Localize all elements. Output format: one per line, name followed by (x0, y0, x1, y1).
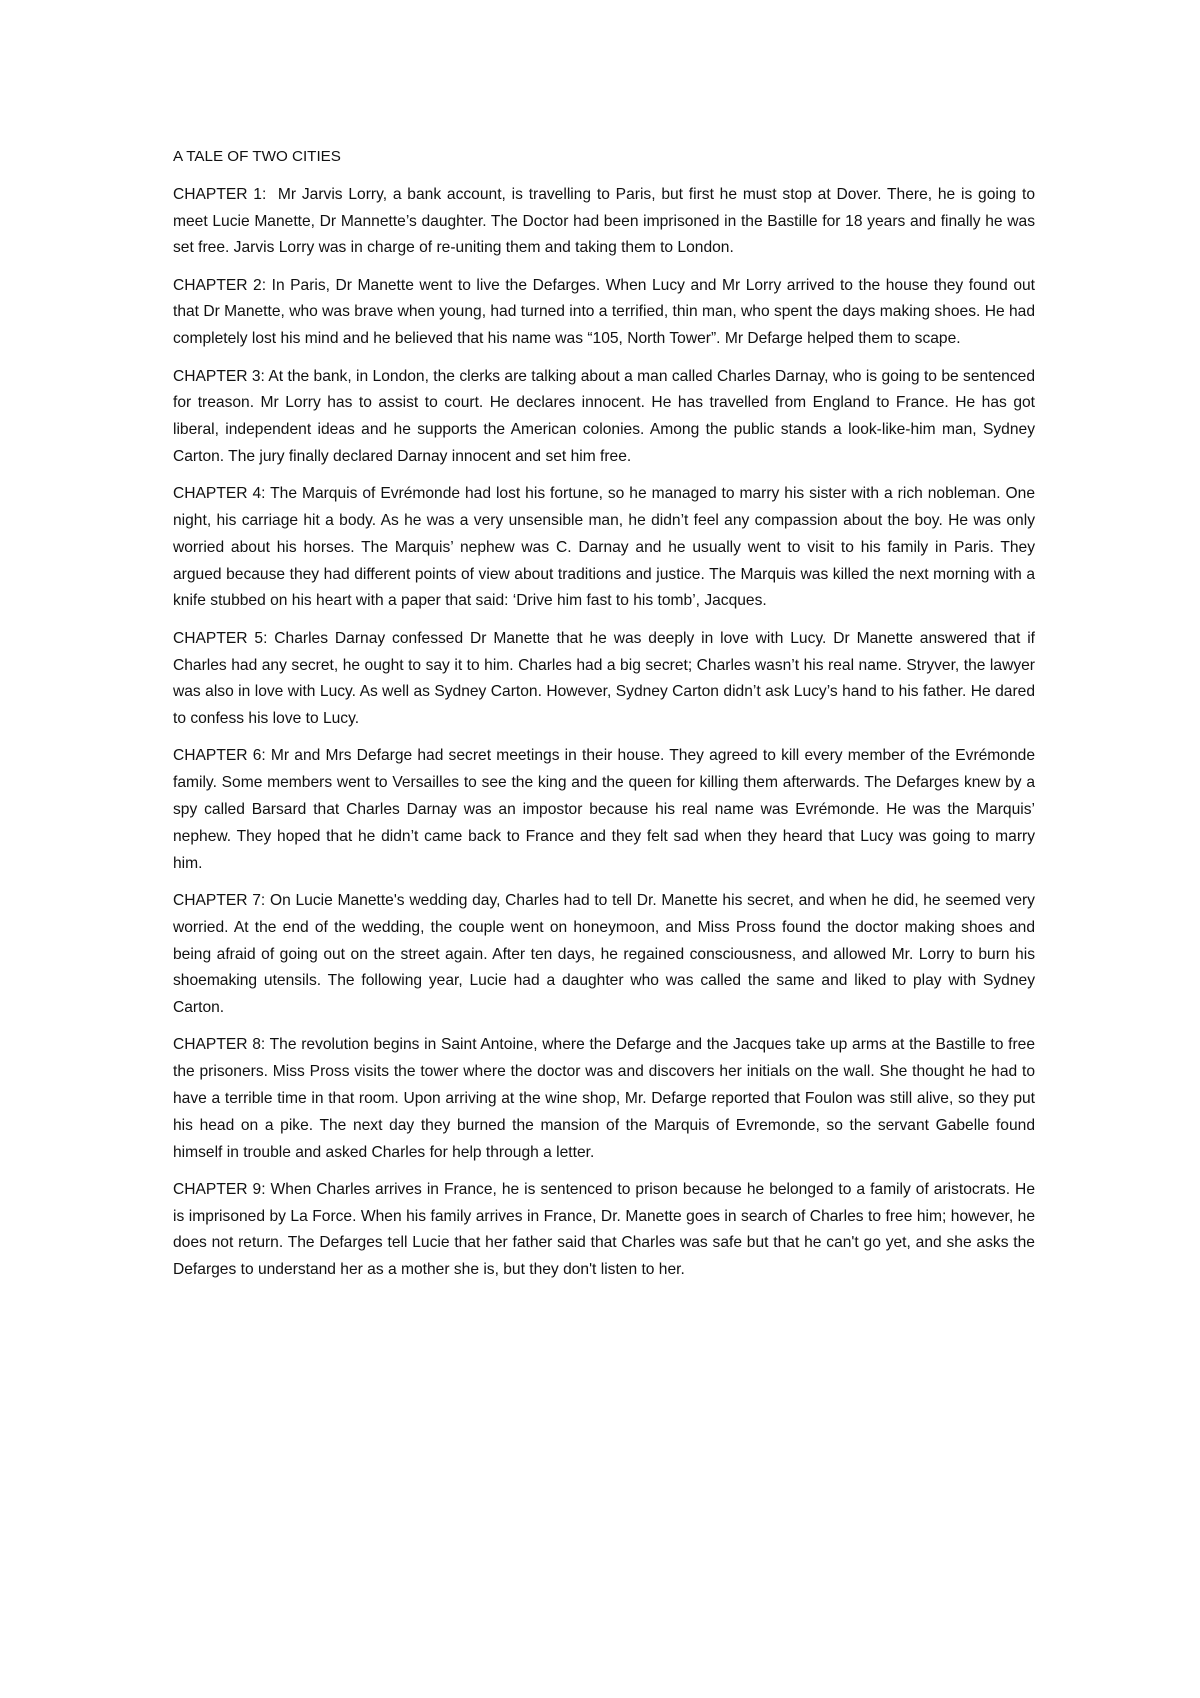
chapter-paragraph (173, 626, 1035, 733)
chapter-label: CHAPTER 8: (173, 1036, 266, 1054)
chapter-text: In Paris, Dr Manette went to live the Defarges. When Lucy and Mr Lorry arrived to the house they found out that Dr Manette, who was brave when young, had turned into a terrified, thin man, who spent the days making shoes. He had completely lost his mind and he believed that his name was “105, North Tower”. Mr Defarge helped them to scape. (173, 276, 1035, 348)
chapter-label: CHAPTER 7: (173, 891, 266, 909)
chapter-label: CHAPTER 6: (173, 747, 266, 765)
chapter-text: Charles Darnay confessed Dr Manette that he was deeply in love with Lucy. Dr Manette answered that if Charles had any secret, he ought to say it to him. Charles had a big secret; Charles wasn’t his real name. Stryver, the lawyer was also in love with Lucy. As well as Sydney Carton. However, Sydney Carton didn’t ask Lucy’s hand to his father. He dared to confess his love to Lucy. (173, 629, 1035, 728)
chapter-paragraph (173, 273, 1035, 353)
chapter-label: CHAPTER 2: (173, 276, 267, 294)
chapter-paragraph (173, 481, 1035, 615)
chapter-label: CHAPTER 1: (173, 185, 267, 203)
chapter-text: Mr Jarvis Lorry, a bank account, is travelling to Paris, but first he must stop at Dover. There, he is going to meet Lucie Manette, Dr Mannette’s daughter. The Doctor had been imprisoned in the Bastille for 18 years and finally he was set free. Jarvis Lorry was in charge of re-uniting them and taking them to London. (173, 185, 1035, 257)
chapter-label: CHAPTER 4: (173, 485, 266, 503)
document-title: A TALE OF TWO CITIES (173, 148, 341, 165)
chapter-paragraph (173, 1177, 1035, 1284)
chapter-text: Mr and Mrs Defarge had secret meetings in their house. They agreed to kill every member of the Evrémonde family. Some members went to Versailles to see the king and the queen for killing them afterwards. The Defarges knew by a spy called Barsard that Charles Darnay was an impostor because his real name was Evrémonde. He was the Marquis’ nephew. They hoped that he didn’t came back to France and they felt sad when they heard that Lucy was going to marry him. (173, 747, 1035, 872)
chapter-label: CHAPTER 5: (173, 629, 268, 647)
chapter-label: CHAPTER 3: (173, 367, 265, 385)
chapter-text: The Marquis of Evrémonde had lost his fortune, so he managed to marry his sister with a rich nobleman. One night, his carriage hit a body. As he was a very unsensible man, he didn’t feel any compassion about the boy. He was only worried about his horses. The Marquis’ nephew was C. Darnay and he usually went to visit to his family in Paris. They argued because they had different points of view about traditions and justice. The Marquis was killed the next morning with a knife stubbed on his heart with a paper that said: ‘Drive him fast to his tomb’, Jacques. (173, 485, 1035, 610)
chapter-label: CHAPTER 9: (173, 1180, 266, 1198)
chapter-text: At the bank, in London, the clerks are talking about a man called Charles Darnay, who is going to be sentenced for treason. Mr Lorry has to assist to court. He declares innocent. He has travelled from England to France. He has got liberal, independent ideas and he supports the American colonies. Among the public stands a look-like-him man, Sydney Carton. The jury finally declared Darnay innocent and set him free. (173, 367, 1035, 465)
chapter-text: On Lucie Manette's wedding day, Charles had to tell Dr. Manette his secret, and when he did, he seemed very worried. At the end of the wedding, the couple went on honeymoon, and Miss Pross found the doctor making shoes and being afraid of going out on the street again. After ten days, he regained consciousness, and allowed Mr. Lorry to burn his shoemaking utensils. The following year, Lucie had a daughter who was called the same and liked to play with Sydney Carton. (173, 891, 1035, 1017)
chapter-paragraph (173, 743, 1035, 877)
chapter-paragraph (173, 1032, 1035, 1166)
chapter-text: The revolution begins in Saint Antoine, where the Defarge and the Jacques take up arms at the Bastille to free the prisoners. Miss Pross visits the tower where the doctor was and discovers her initials on the wall. She thought he had to have a terrible time in that room. Upon arriving at the wine shop, Mr. Defarge reported that Foulon was still alive, so they put his head on a pike. The next day they burned the mansion of the Marquis of Evremonde, so the servant Gabelle found himself in trouble and asked Charles for help through a letter. (173, 1036, 1035, 1161)
chapter-text: When Charles arrives in France, he is sentenced to prison because he belonged to a family of aristocrats. He is imprisoned by La Force. When his family arrives in France, Dr. Manette goes in search of Charles to free him; however, he does not return. The Defarges tell Lucie that her father said that Charles was safe but that he can't go yet, and she asks the Defarges to understand her as a mother she is, but they don't listen to her. (173, 1180, 1035, 1279)
chapter-paragraph (173, 364, 1035, 471)
document-body (173, 144, 1035, 1295)
chapter-paragraph (173, 888, 1035, 1022)
chapter-paragraph (173, 182, 1035, 262)
